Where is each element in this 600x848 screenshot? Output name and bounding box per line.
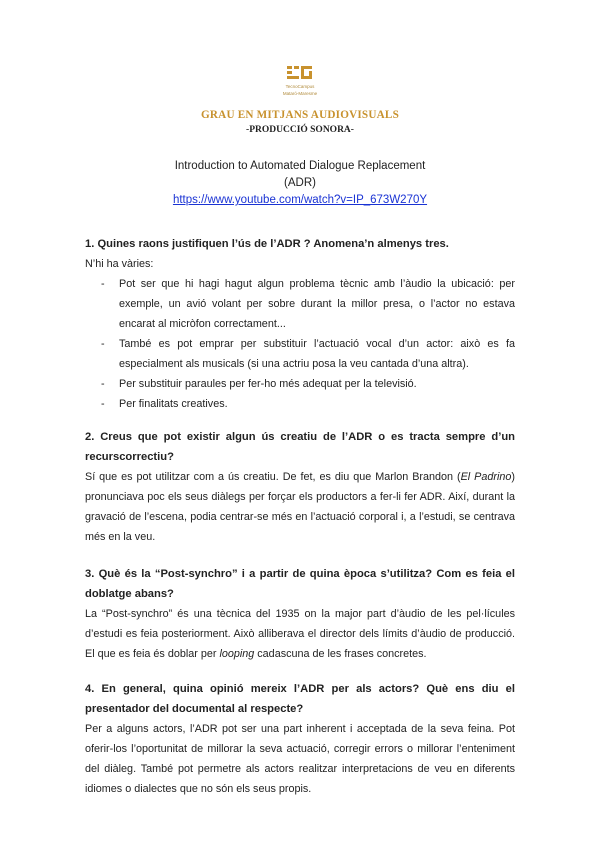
tecnocampus-logo (268, 66, 332, 96)
question-1-section (85, 234, 515, 414)
course-title: GRAU EN MITJANS AUDIOVISUALS (201, 109, 399, 121)
answer-4: Per a alguns actors, l’ADR pot ser una part inherent i acceptada de la seva feina. Pot oferir-los l’oportunitat de millorar la seva actuació, corregir errors o millorar l’enteniment del diàleg. També pot permetre als actors realitzar interpretacions de veu en diferents idiomes o dialectes que no són els seus propis. (85, 723, 515, 795)
logo-icon (287, 66, 313, 82)
logo-text-line1: TecnoCampus (285, 84, 315, 89)
document-title (0, 158, 600, 209)
answer-2 (85, 467, 515, 547)
question-1: 1. Quines raons justifiquen l’ús de l’ADR ? Anomena’n almenys tres. (85, 238, 449, 250)
answer-3-emphasis: looping (219, 648, 255, 660)
list-item: - Per substituir paraules per fer-ho més adequat per la televisió. (85, 374, 515, 394)
question-4-section (85, 679, 515, 799)
list-item: - Pot ser que hi hagi hagut algun problema tècnic amb l’àudio la ubicació: per exemple, un avió volant per sobre durant la millor presa, o l’actor no estava encarat al micròfon correctament... (85, 274, 515, 334)
question-2: 2. Creus que pot existir algun ús creatiu de l’ADR o es tracta sempre d’un recurscorrectiu? (85, 431, 515, 463)
logo-text-line2: Mataró-Maresme (282, 91, 318, 96)
document-title-line2: (ADR) (284, 177, 316, 189)
answer-1-intro: N’hi ha vàries: (85, 258, 154, 270)
question-3: 3. Què és la “Post-synchro” i a partir de quina època s’utilitza? Com es feia el doblatge abans? (85, 568, 515, 600)
list-item: - Per finalitats creatives. (85, 394, 515, 414)
answer-3-part-a: La “Post-synchro” és una tècnica del 1935 on la major part d’àudio de les pel·lícules d’estudi es feia posteriorment. Això alliberava el director dels límits d’àudio de producció. El que es feia és doblar per (85, 608, 515, 660)
document-title-line1: Introduction to Automated Dialogue Replacement (174, 160, 426, 172)
list-item: - També es pot emprar per substituir l’actuació vocal d’un actor: això es fa especialment als musicals (si una actriu posa la veu cantada d’una altra). (85, 334, 515, 374)
answer-3 (85, 604, 515, 664)
answer-2-part-a: Sí que es pot utilitzar com a ús creatiu. De fet, es diu que Marlon Brandon ( (85, 471, 461, 483)
answer-1-list (85, 274, 515, 414)
answer-2-part-b: ) pronunciava poc els seus diàlegs per forçar els productors a fer-li fer ADR. Així, durant la gravació de l’escena, podia centrar-se més en l’actuació corporal i, a l’estudi, se centrava més en la veu. (85, 471, 515, 543)
question-4: 4. En general, quina opinió mereix l’ADR per als actors? Què ens diu el presentador del documental al respecte? (85, 683, 515, 715)
course-subtitle: -PRODUCCIÓ SONORA- (246, 125, 354, 135)
video-link[interactable]: https://www.youtube.com/watch?v=IP_673W270Y (172, 194, 428, 206)
answer-3-part-b: cadascuna de les frases concretes. (254, 648, 427, 660)
answer-2-emphasis: El Padrino (460, 471, 512, 483)
question-2-section (85, 427, 515, 547)
question-3-section (85, 564, 515, 664)
